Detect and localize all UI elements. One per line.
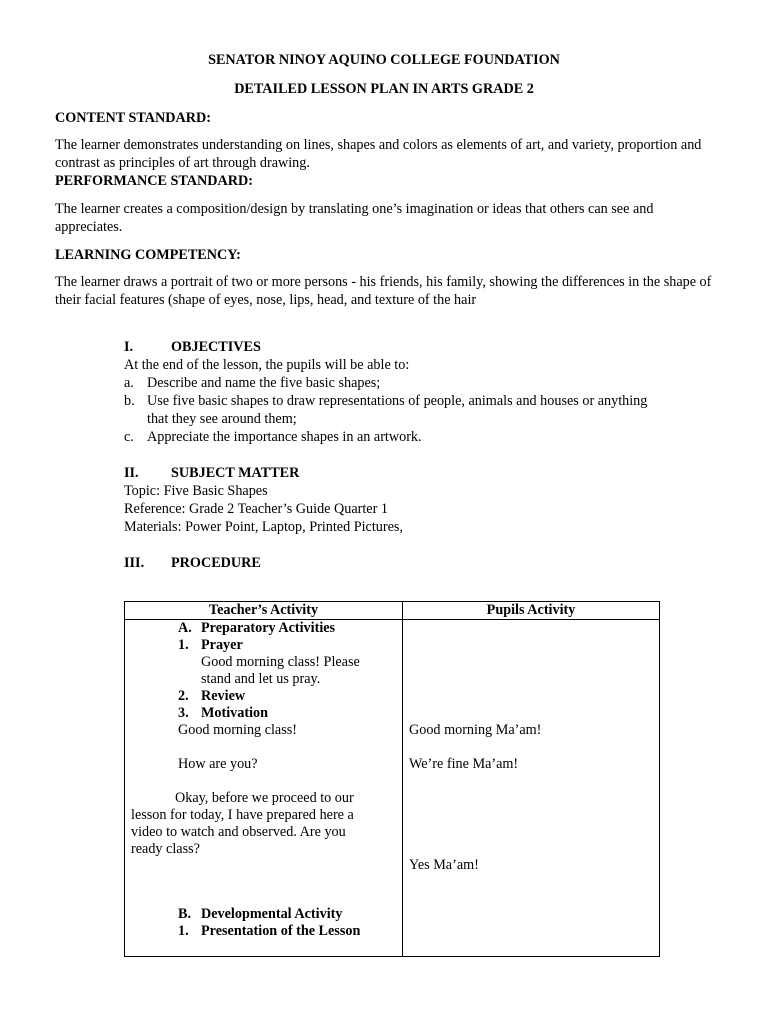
school-name: SENATOR NINOY AQUINO COLLEGE FOUNDATION bbox=[208, 52, 560, 68]
pupils-activity-header: Pupils Activity bbox=[403, 602, 660, 620]
step-marker: 3. bbox=[178, 705, 189, 721]
performance-standard-heading: PERFORMANCE STANDARD: bbox=[55, 173, 253, 189]
step-marker: 2. bbox=[178, 688, 189, 704]
procedure-table bbox=[124, 601, 660, 957]
subject-matter-numeral: II. bbox=[124, 465, 139, 481]
objective-marker: c. bbox=[124, 429, 134, 445]
objective-text-continued: that they see around them; bbox=[147, 411, 297, 427]
teacher-question: How are you? bbox=[178, 756, 258, 772]
motivation-label: Motivation bbox=[201, 705, 268, 721]
teacher-instruction-continued: ready class? bbox=[131, 841, 200, 857]
teacher-instruction: Okay, before we proceed to our bbox=[175, 790, 354, 806]
subject-reference: Reference: Grade 2 Teacher’s Guide Quarter 1 bbox=[124, 501, 388, 517]
review-label: Review bbox=[201, 688, 246, 704]
teacher-instruction-continued: lesson for today, I have prepared here a bbox=[131, 807, 354, 823]
objective-text: Describe and name the five basic shapes; bbox=[147, 375, 381, 391]
learning-competency-text: The learner draws a portrait of two or more persons - his friends, his family, showing the differences in the shape of their facial features (shape of eyes, nose, lips, head, and texture of the hair bbox=[55, 274, 712, 308]
table-header-row bbox=[125, 602, 660, 620]
procedure-numeral: III. bbox=[124, 555, 145, 571]
objective-marker: b. bbox=[124, 393, 135, 409]
teacher-activity-header: Teacher’s Activity bbox=[125, 602, 403, 620]
objectives-numeral: I. bbox=[124, 339, 134, 355]
pupil-reply: Good morning Ma’am! bbox=[409, 722, 542, 738]
step-marker: 1. bbox=[178, 637, 189, 653]
procedure-heading: PROCEDURE bbox=[171, 555, 261, 571]
developmental-activity-label: Developmental Activity bbox=[201, 906, 343, 922]
teacher-activity-cell bbox=[125, 620, 403, 957]
presentation-of-lesson-label: Presentation of the Lesson bbox=[201, 923, 361, 939]
objective-text: Use five basic shapes to draw representations of people, animals and houses or anything bbox=[147, 393, 648, 409]
objective-marker: a. bbox=[124, 375, 134, 391]
preparatory-activities-label: Preparatory Activities bbox=[201, 620, 336, 636]
content-standard-text: The learner demonstrates understanding on lines, shapes and colors as elements of art, and variety, proportion and contrast as principles of art through drawing. bbox=[55, 137, 702, 171]
pupils-activity-cell bbox=[403, 620, 660, 957]
subject-matter-heading: SUBJECT MATTER bbox=[171, 465, 300, 481]
pupil-reply: We’re fine Ma’am! bbox=[409, 756, 519, 772]
objectives-intro: At the end of the lesson, the pupils will be able to: bbox=[124, 357, 410, 373]
step-marker: 1. bbox=[178, 923, 189, 939]
table-row bbox=[125, 620, 660, 957]
subject-materials: Materials: Power Point, Laptop, Printed Pictures, bbox=[124, 519, 403, 535]
document-title: DETAILED LESSON PLAN IN ARTS GRADE 2 bbox=[234, 81, 534, 97]
prayer-text-continued: stand and let us pray. bbox=[201, 671, 321, 687]
performance-standard-text: The learner creates a composition/design by translating one’s imagination or ideas that others can see and appreciates. bbox=[55, 201, 654, 235]
objective-text: Appreciate the importance shapes in an artwork. bbox=[147, 429, 422, 445]
prayer-label: Prayer bbox=[201, 637, 243, 653]
pupil-reply: Yes Ma’am! bbox=[409, 857, 479, 873]
section-marker: A. bbox=[178, 620, 192, 636]
subject-topic: Topic: Five Basic Shapes bbox=[124, 483, 268, 499]
teacher-instruction-continued: video to watch and observed. Are you bbox=[131, 824, 346, 840]
content-standard-heading: CONTENT STANDARD: bbox=[55, 110, 211, 126]
learning-competency-heading: LEARNING COMPETENCY: bbox=[55, 247, 241, 263]
objectives-heading: OBJECTIVES bbox=[171, 339, 261, 355]
teacher-greeting: Good morning class! bbox=[178, 722, 298, 738]
section-marker: B. bbox=[178, 906, 192, 922]
prayer-text: Good morning class! Please bbox=[201, 654, 360, 670]
